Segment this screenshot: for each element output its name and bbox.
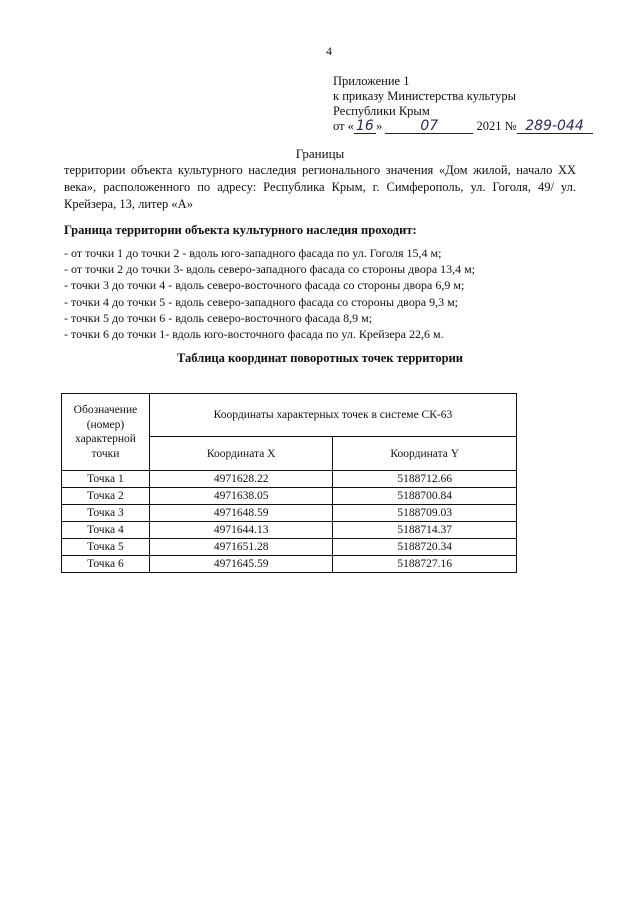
- annex-header: [333, 74, 593, 134]
- date-prefix: от «: [333, 119, 354, 133]
- table-row: [62, 556, 517, 573]
- y-cell: 5188700.84: [333, 488, 517, 505]
- boundary-item: - точки 6 до точки 1- вдоль юго-восточного фасада по ул. Крейзера 22,6 м.: [64, 327, 444, 342]
- table-header-row: [62, 394, 517, 437]
- header-line: Обозначение: [73, 404, 138, 416]
- point-cell: Точка 3: [62, 505, 150, 522]
- page-number: 4: [326, 44, 332, 58]
- annex-line-1: Приложение 1: [333, 74, 410, 88]
- x-cell: 4971645.59: [149, 556, 333, 573]
- table-title: Таблица координат поворотных точек территории: [176, 351, 464, 365]
- coordinates-table: [61, 393, 517, 573]
- point-cell: Точка 6: [62, 556, 150, 573]
- date-mid: »: [375, 119, 383, 133]
- y-cell: 5188709.03: [333, 505, 517, 522]
- y-cell: 5188714.37: [333, 522, 517, 539]
- boundary-item: - от точки 2 до точки 3- вдоль северо-западного фасада со стороны двора 13,4 м;: [64, 262, 476, 277]
- annex-date-line: [333, 119, 593, 134]
- table-row: [62, 539, 517, 556]
- point-cell: Точка 2: [62, 488, 150, 505]
- header-line: (номер): [86, 418, 125, 431]
- coordinate-y-header: Координата Y: [333, 437, 517, 471]
- coordinate-x-header: Координата X: [149, 437, 333, 471]
- annex-line-3: Республики Крым: [333, 104, 430, 118]
- x-cell: 4971651.28: [149, 539, 333, 556]
- date-month: 07: [385, 120, 473, 134]
- point-cell: Точка 1: [62, 471, 150, 488]
- boundary-item: - точки 3 до точки 4 - вдоль северо-восточного фасада со стороны двора 6,9 м;: [64, 278, 465, 293]
- x-cell: 4971628.22: [149, 471, 333, 488]
- boundary-item: - точки 5 до точки 6 - вдоль северо-восточного фасада 8,9 м;: [64, 310, 373, 325]
- header-line: точки: [91, 447, 120, 460]
- point-cell: Точка 4: [62, 522, 150, 539]
- header-line: характерной: [74, 433, 136, 445]
- coordinate-system-header: Координаты характерных точек в системе СК-63: [149, 394, 516, 437]
- boundary-item: - от точки 1 до точки 2 - вдоль юго-западного фасада по ул. Гоголя 15,4 м;: [64, 246, 442, 260]
- boundary-list: [64, 245, 475, 342]
- document-title: Границы: [295, 146, 345, 161]
- x-cell: 4971648.59: [149, 505, 333, 522]
- table-row: [62, 522, 517, 539]
- y-cell: 5188712.66: [333, 471, 517, 488]
- boundary-item: - точки 4 до точки 5 - вдоль северо-западного фасада со стороны двора 9,3 м;: [64, 294, 459, 309]
- point-cell: Точка 5: [62, 539, 150, 556]
- table-row: [62, 488, 517, 505]
- table-row: [62, 471, 517, 488]
- point-designation-header: [62, 394, 150, 471]
- table-row: [62, 505, 517, 522]
- x-cell: 4971638.05: [149, 488, 333, 505]
- date-day: 16: [354, 120, 376, 134]
- y-cell: 5188720.34: [333, 539, 517, 556]
- date-year: 2021 №: [476, 119, 517, 133]
- order-number: 289-044: [517, 120, 593, 134]
- document-subtitle: территории объекта культурного наследия регионального значения «Дом жилой, начало XX века», расположенного по адресу: Республика Крым, г. Симферополь, ул. Гоголя, 49/ ул. Крейзера, 13, литер «А»: [64, 163, 576, 211]
- annex-line-2: к приказу Министерства культуры: [333, 89, 516, 103]
- section-heading: Граница территории объекта культурного наследия проходит:: [64, 223, 417, 237]
- x-cell: 4971644.13: [149, 522, 333, 539]
- y-cell: 5188727.16: [333, 556, 517, 573]
